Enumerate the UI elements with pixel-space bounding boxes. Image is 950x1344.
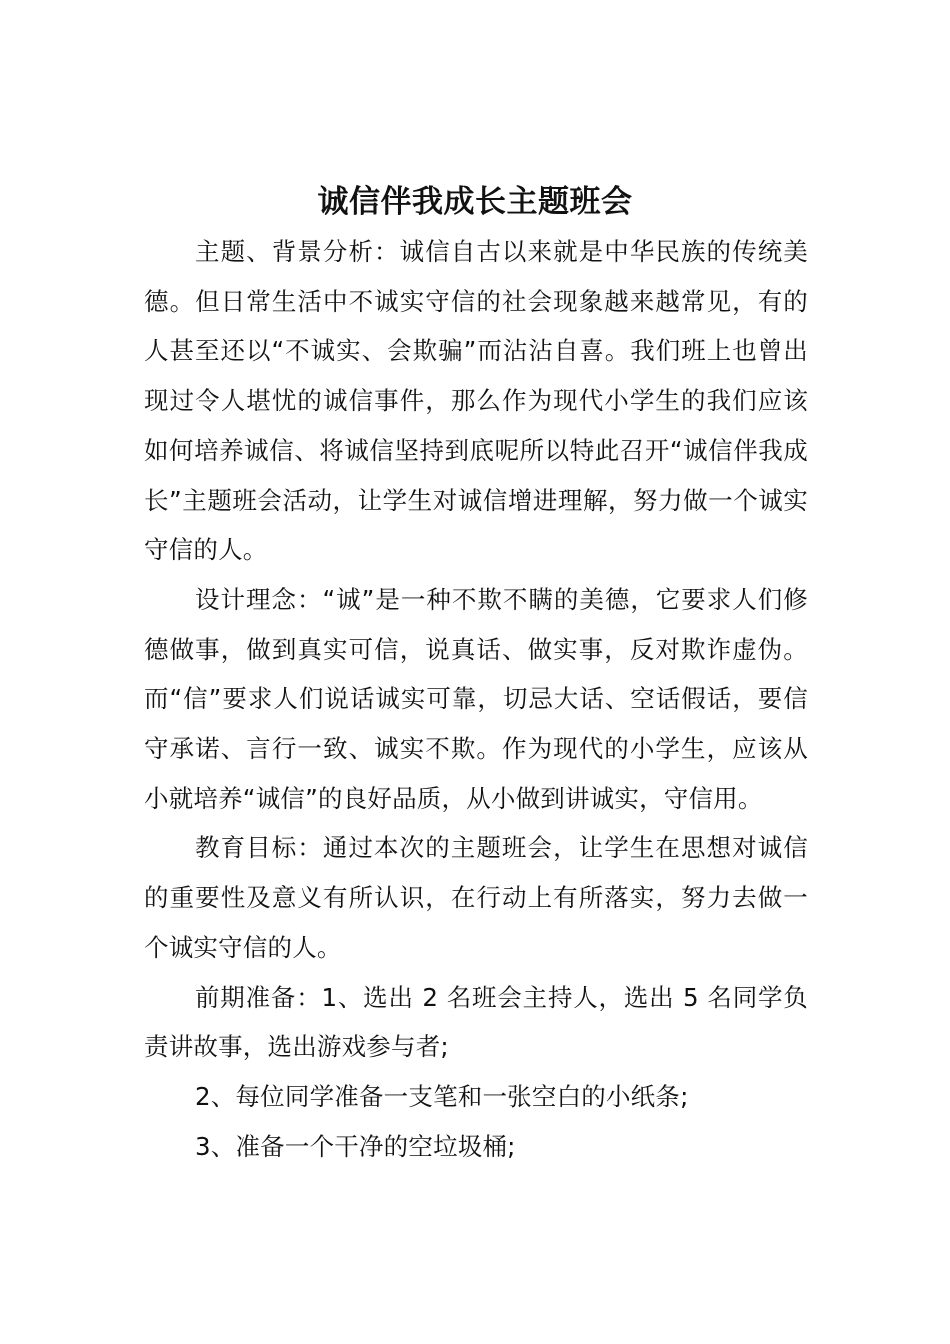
- document-title: 诚信伴我成长主题班会: [317, 184, 633, 220]
- paragraph-preparation-2: 2、每位同学准备一支笔和一张空白的小纸条;: [195, 1081, 689, 1111]
- document-body: [144, 227, 808, 1171]
- paragraph-preparation-1: 前期准备：1、选出 2 名班会主持人，选出 5 名同学负责讲故事，选出游戏参与者;: [144, 982, 808, 1062]
- paragraph-background-analysis: 主题、背景分析：诚信自古以来就是中华民族的传统美德。但日常生活中不诚实守信的社会现象越来越常见，有的人甚至还以“不诚实、会欺骗”而沾沾自喜。我们班上也曾出现过令人堪忧的诚信事件，那么作为现代小学生的我们应该如何培养诚信、将诚信坚持到底呢所以特此召开“诚信伴我成长”主题班会活动，让学生对诚信增进理解，努力做一个诚实守信的人。: [144, 237, 808, 565]
- paragraph-preparation-3: 3、准备一个干净的空垃圾桶;: [195, 1131, 516, 1161]
- paragraph-design-concept: 设计理念：“诚”是一种不欺不瞒的美德，它要求人们修德做事，做到真实可信，说真话、做实事，反对欺诈虚伪。而“信”要求人们说话诚实可靠，切忌大话、空话假话，要信守承诺、言行一致、诚实不欺。作为现代的小学生，应该从小就培养“诚信”的良好品质，从小做到讲诚实，守信用。: [144, 584, 808, 813]
- paragraph-education-goal: 教育目标：通过本次的主题班会，让学生在思想对诚信的重要性及意义有所认识，在行动上有所落实，努力去做一个诚实守信的人。: [144, 833, 808, 962]
